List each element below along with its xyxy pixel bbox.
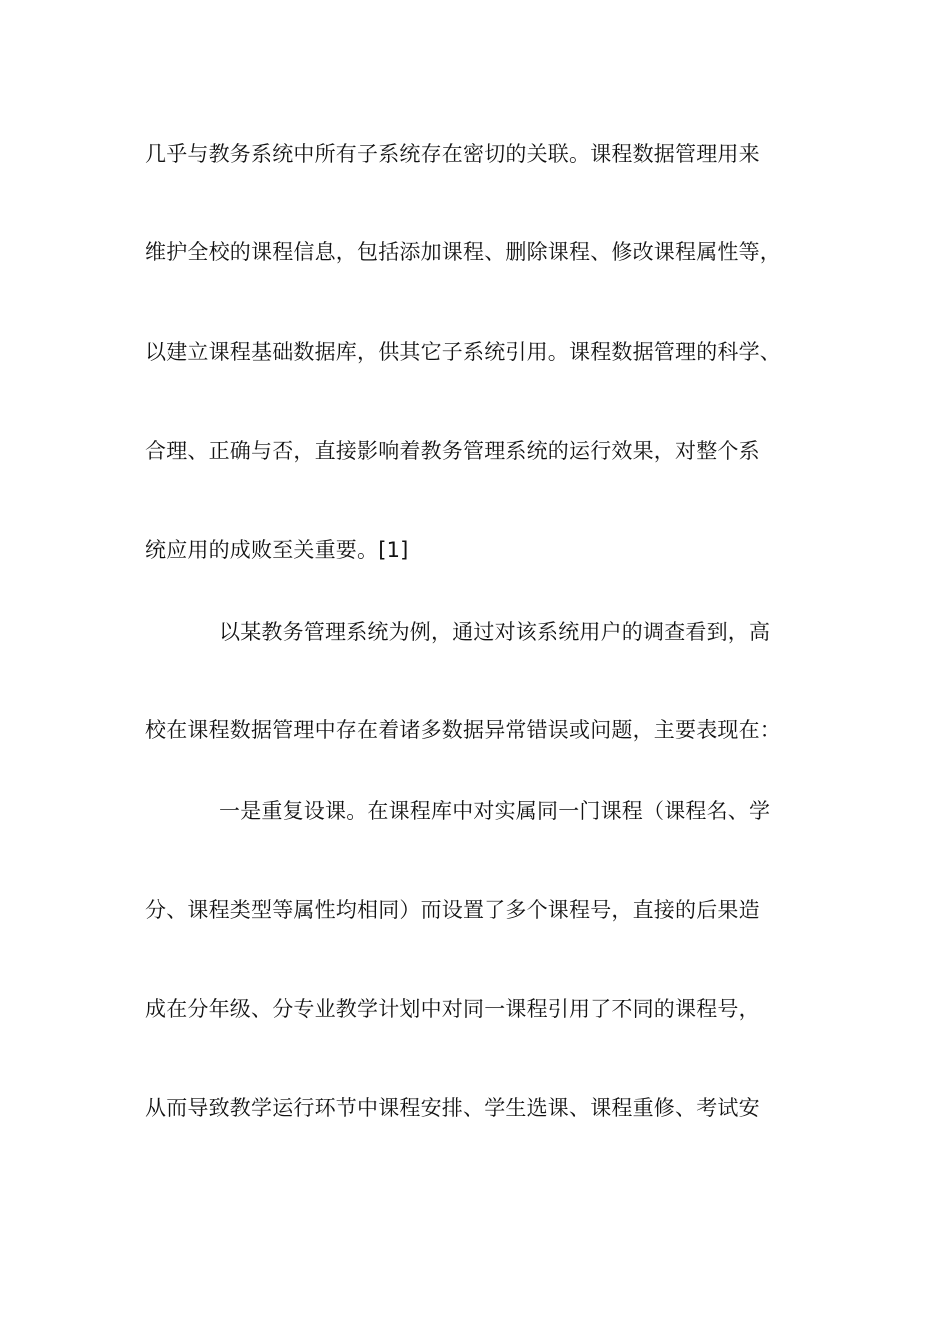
text-line-4: 合理、正确与否，直接影响着教务管理系统的运行效果，对整个系 (145, 439, 760, 463)
text-line-3: 以建立课程基础数据库，供其它子系统引用。课程数据管理的科学、 (145, 340, 781, 364)
text-line-5: 统应用的成败至关重要。[1] (145, 538, 409, 562)
paragraph-3-line-2: 分、课程类型等属性均相同）而设置了多个课程号，直接的后果造 (145, 898, 760, 922)
text-line-1: 几乎与教务系统中所有子系统存在密切的关联。课程数据管理用来 (145, 142, 760, 166)
paragraph-2-line-2: 校在课程数据管理中存在着诸多数据异常错误或问题，主要表现在： (145, 718, 781, 742)
paragraph-2-line-1: 以某教务管理系统为例，通过对该系统用户的调查看到，高 (219, 620, 771, 644)
paragraph-3-line-1: 一是重复设课。在课程库中对实属同一门课程（课程名、学 (219, 799, 771, 823)
paragraph-3-line-4: 从而导致教学运行环节中课程安排、学生选课、课程重修、考试安 (145, 1096, 760, 1120)
text-line-2: 维护全校的课程信息，包括添加课程、删除课程、修改课程属性等， (145, 240, 781, 264)
paragraph-3-line-3: 成在分年级、分专业教学计划中对同一课程引用了不同的课程号， (145, 997, 760, 1021)
